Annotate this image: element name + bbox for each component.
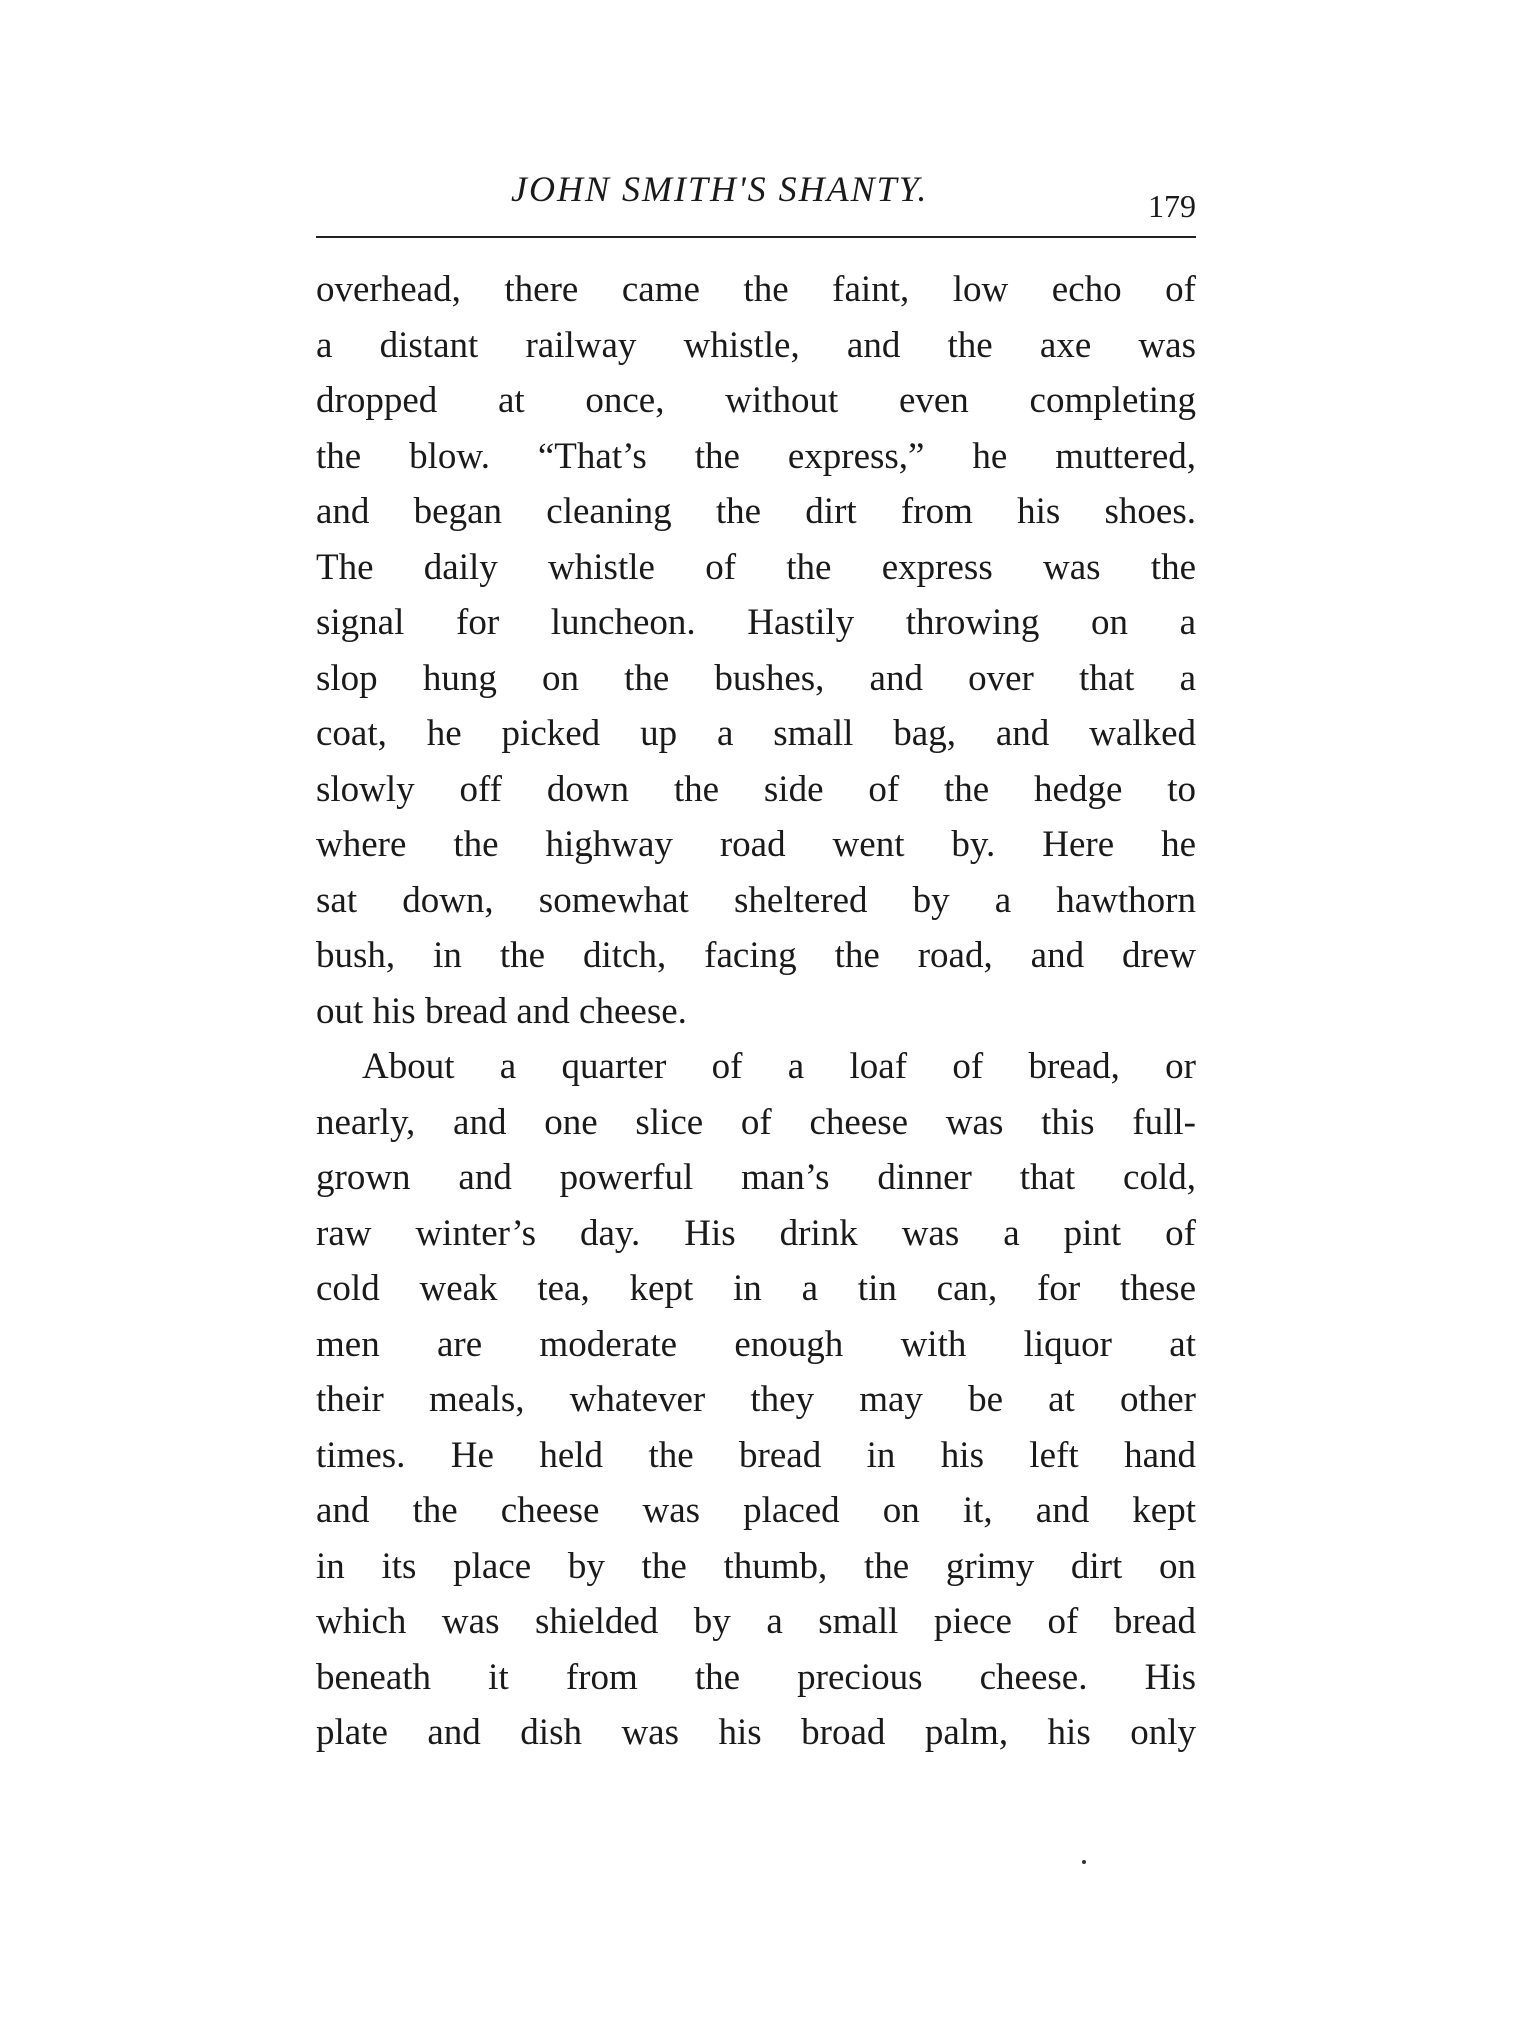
text-line: plate and dish was his broad palm, his only [316, 1712, 1196, 1753]
running-head [316, 160, 1196, 240]
text-line: out his bread and cheese. [316, 990, 687, 1032]
text-line: a distant railway whistle, and the axe was [316, 324, 1196, 366]
text-line: their meals, whatever they may be at other [316, 1379, 1196, 1420]
text-line: grown and powerful man’s dinner that cold, [316, 1157, 1196, 1198]
text-line: times. He held the bread in his left hand [316, 1434, 1196, 1476]
paragraph-2 [316, 1039, 1196, 1761]
text-line: cold weak tea, kept in a tin can, for these [316, 1268, 1196, 1309]
body-text [316, 262, 1196, 1761]
text-line: The daily whistle of the express was the [316, 546, 1196, 588]
paragraph-1 [316, 262, 1196, 1039]
page-number: 179 [1148, 188, 1196, 224]
text-line: sat down, somewhat sheltered by a hawthorn [316, 879, 1196, 921]
text-line: overhead, there came the faint, low echo of [316, 269, 1196, 310]
text-line: and the cheese was placed on it, and kept [316, 1490, 1196, 1531]
running-title: JOHN SMITH'S SHANTY. [511, 169, 929, 209]
text-line: slowly off down the side of the hedge to [316, 768, 1196, 810]
text-line: where the highway road went by. Here he [316, 824, 1196, 865]
print-speck [1082, 1860, 1086, 1864]
text-line: and began cleaning the dirt from his shoes. [316, 491, 1196, 532]
text-line: in its place by the thumb, the grimy dirt on [316, 1545, 1196, 1587]
text-line: bush, in the ditch, facing the road, and drew [316, 935, 1196, 976]
text-line: About a quarter of a loaf of bread, or [362, 1046, 1196, 1087]
header-rule [316, 236, 1196, 238]
text-line: signal for luncheon. Hastily throwing on a [316, 602, 1196, 643]
text-line: which was shielded by a small piece of bread [316, 1601, 1196, 1642]
text-line: the blow. “That’s the express,” he muttered, [316, 435, 1196, 477]
text-line: dropped at once, without even completing [316, 380, 1196, 421]
text-line: slop hung on the bushes, and over that a [316, 657, 1196, 699]
text-line: beneath it from the precious cheese. His [316, 1656, 1196, 1698]
text-line: nearly, and one slice of cheese was this full- [316, 1101, 1196, 1143]
text-line: coat, he picked up a small bag, and walked [316, 713, 1196, 754]
text-line: raw winter’s day. His drink was a pint of [316, 1212, 1196, 1254]
text-line: men are moderate enough with liquor at [316, 1323, 1196, 1365]
